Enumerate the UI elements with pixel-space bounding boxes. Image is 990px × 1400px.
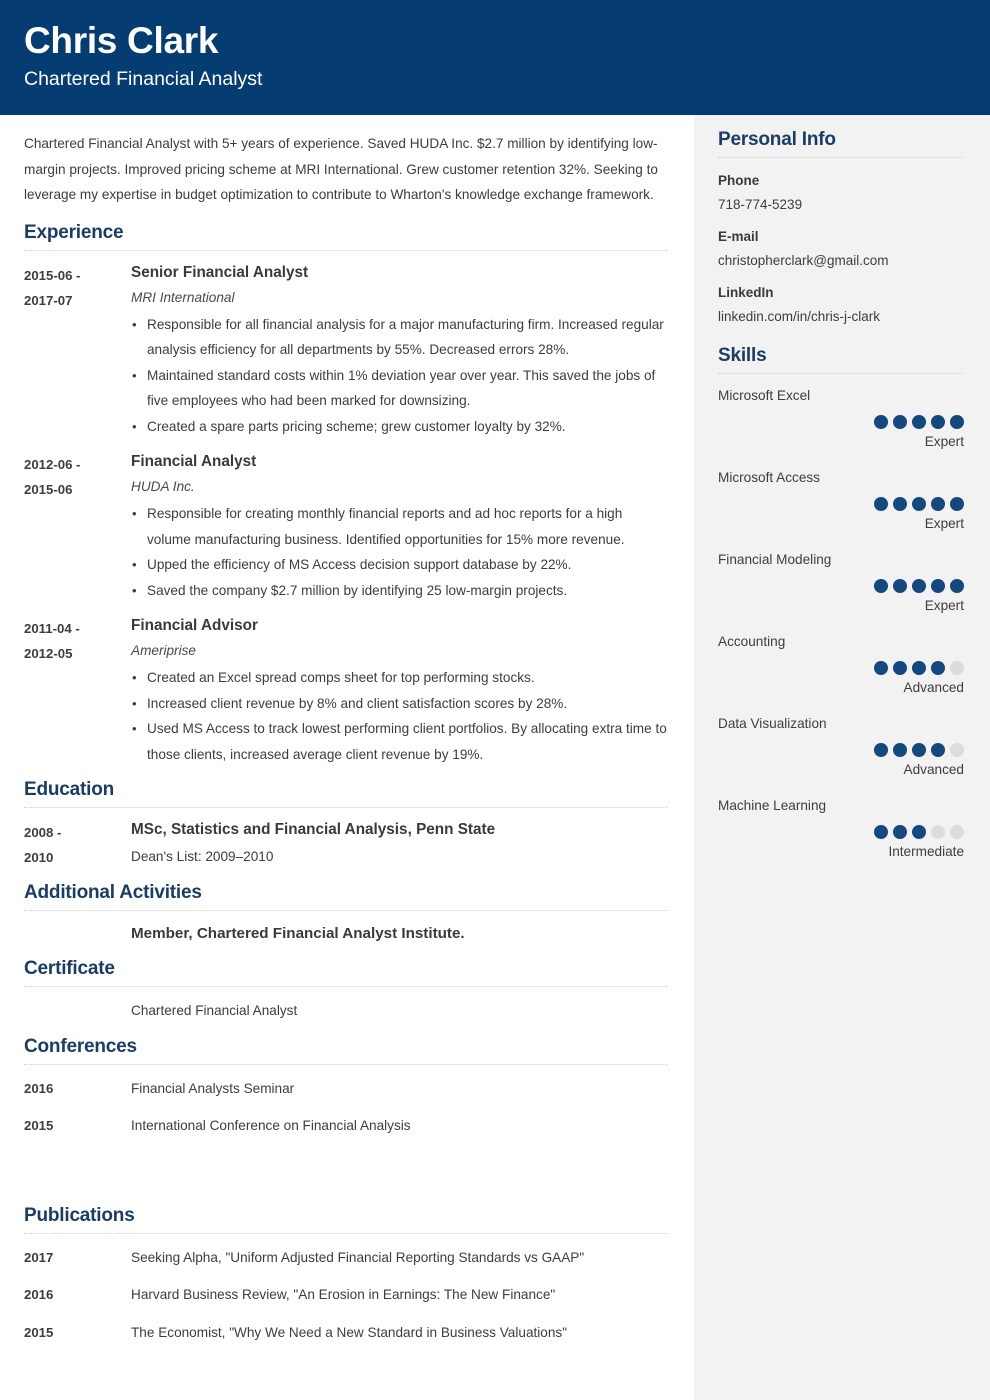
entry-date: 2015	[24, 1118, 54, 1133]
section-additional-activities	[24, 882, 668, 946]
entry-date-to: 2010	[24, 850, 54, 865]
entry-body	[131, 1320, 668, 1346]
experience-entry	[24, 615, 668, 767]
professional-summary: Chartered Financial Analyst with 5+ years of experience. Saved HUDA Inc. $2.7 million by identifying low-margin projects. Improved pricing scheme at MRI International. Grew customer retention 32%. Seeking to leverage my expertise in budget optimization to contribute to Wharton's knowledge exchange framework.	[24, 136, 658, 202]
skill-item	[718, 549, 964, 616]
rating-dot-filled	[874, 579, 888, 593]
rating-dot-filled	[931, 497, 945, 511]
section-heading-publications: Publications	[24, 1204, 135, 1226]
skill-item	[718, 795, 964, 862]
rating-dot-filled	[931, 661, 945, 675]
section-heading-education: Education	[24, 779, 115, 800]
section-heading-experience: Experience	[24, 221, 124, 243]
candidate-name: Chris Clark	[24, 20, 219, 61]
entry-bullet: • Increased client revenue by 8% and client satisfaction scores by 28%.	[131, 691, 668, 717]
sidebar-heading-skills: Skills	[718, 345, 767, 366]
certificate-entry	[24, 998, 668, 1024]
entry-date	[24, 998, 131, 1024]
entry-date: 2015	[24, 1324, 54, 1340]
entry-bullet: • Responsible for creating monthly financial reports and ad hoc reports for a high volume manufacturing business. Identified opportunities for 15% more revenue.	[131, 501, 668, 552]
rating-dot-filled	[874, 497, 888, 511]
rating-dot-empty	[950, 825, 964, 839]
rating-dot-filled	[912, 497, 926, 511]
personal-info-label-phone: Phone	[718, 173, 760, 188]
entry-bullet: • Maintained standard costs within 1% deviation year over year. This saved the jobs of five employees who had been marked for downsizing.	[131, 363, 668, 414]
section-divider	[24, 986, 668, 987]
personal-info-value-phone[interactable]: 718-774-5239	[718, 197, 803, 212]
skill-name: Data Visualization	[718, 716, 827, 731]
section-divider	[24, 910, 668, 911]
sidebar	[694, 115, 990, 1400]
publication-entry	[24, 1320, 668, 1346]
skill-name: Accounting	[718, 634, 786, 649]
entry-bullet-list	[131, 665, 668, 767]
skill-rating-dots	[718, 497, 964, 511]
entry-date-to: 2012-05	[24, 646, 73, 661]
skill-level-label: Advanced	[903, 762, 964, 777]
entry-date-from: 2012-06 -	[24, 457, 81, 472]
education-detail: Dean's List: 2009–2010	[131, 849, 274, 864]
entry-bullet: • Created a spare parts pricing scheme; grew customer loyalty by 32%.	[131, 414, 668, 440]
skill-level-label: Expert	[924, 516, 964, 531]
personal-info-label-linkedin: LinkedIn	[718, 285, 774, 300]
entry-role: Financial Analyst	[131, 453, 257, 470]
rating-dot-filled	[931, 415, 945, 429]
education-degree: MSc, Statistics and Financial Analysis, Penn State	[131, 821, 496, 838]
section-experience	[24, 222, 668, 768]
entry-date-range	[24, 615, 131, 767]
entry-body	[131, 1282, 668, 1308]
entry-bullet-list	[131, 501, 668, 603]
entry-bullet: • Saved the company $2.7 million by identifying 25 low-margin projects.	[131, 578, 668, 604]
skill-name: Microsoft Excel	[718, 388, 811, 403]
entry-date-range	[24, 262, 131, 440]
skill-rating-dots	[718, 825, 964, 839]
sidebar-heading-personal-info: Personal Info	[718, 129, 836, 150]
sidebar-section-personal-info	[718, 129, 964, 329]
entry-date-range	[24, 451, 131, 603]
entry-bullet: • Used MS Access to track lowest performing client portfolios. By allocating extra time to those clients, increased average client revenue by 19%.	[131, 716, 668, 767]
skill-name: Microsoft Access	[718, 470, 820, 485]
entry-bullet: • Responsible for all financial analysis for a major manufacturing firm. Increased regular analysis efficiency for all departments by 55%. Decreased errors 28%.	[131, 312, 668, 363]
conference-text: Financial Analysts Seminar	[131, 1080, 295, 1096]
entry-date-range	[24, 819, 131, 870]
entry-body	[131, 451, 668, 603]
section-divider	[24, 1233, 668, 1234]
entry-body	[131, 998, 668, 1024]
section-heading-certificate: Certificate	[24, 958, 115, 979]
rating-dot-filled	[931, 743, 945, 757]
skill-rating-dots	[718, 415, 964, 429]
entry-body	[131, 819, 668, 870]
rating-dot-filled	[931, 579, 945, 593]
rating-dot-filled	[893, 415, 907, 429]
entry-date: 2016	[24, 1080, 54, 1096]
entry-body	[131, 1113, 668, 1139]
rating-dot-filled	[893, 497, 907, 511]
skill-level-label: Expert	[924, 434, 964, 449]
section-heading-additional-activities: Additional Activities	[24, 882, 202, 903]
entry-bullet-list	[131, 312, 668, 440]
entry-date: 2017	[24, 1249, 54, 1265]
rating-dot-filled	[950, 579, 964, 593]
main-column	[0, 115, 694, 1357]
skill-level-label: Intermediate	[888, 844, 964, 859]
conference-text: International Conference on Financial Analysis	[131, 1118, 411, 1133]
rating-dot-filled	[893, 825, 907, 839]
rating-dot-filled	[893, 743, 907, 757]
section-publications	[24, 1205, 668, 1346]
rating-dot-empty	[950, 743, 964, 757]
entry-body	[131, 1076, 668, 1102]
skill-item	[718, 467, 964, 534]
rating-dot-filled	[874, 661, 888, 675]
rating-dot-filled	[912, 743, 926, 757]
resume-header	[0, 0, 990, 115]
rating-dot-filled	[912, 415, 926, 429]
publication-entry	[24, 1245, 668, 1271]
skill-rating-dots	[718, 743, 964, 757]
entry-date-from: 2008 -	[24, 825, 62, 840]
skill-item	[718, 631, 964, 698]
sidebar-divider	[718, 157, 964, 158]
section-certificate	[24, 958, 668, 1024]
entry-date-to: 2017-07	[24, 292, 73, 308]
section-divider	[24, 1064, 668, 1065]
skill-rating-dots	[718, 579, 964, 593]
personal-info-value-email[interactable]: christopherclark@gmail.com	[718, 253, 889, 268]
section-conferences	[24, 1036, 668, 1139]
entry-role: Financial Advisor	[131, 617, 258, 634]
entry-bullet: • Upped the efficiency of MS Access decision support database by 22%.	[131, 552, 668, 578]
sidebar-section-skills	[718, 345, 964, 862]
entry-company: MRI International	[131, 289, 235, 305]
activity-entry	[24, 922, 668, 946]
skill-item	[718, 385, 964, 452]
publication-text: Seeking Alpha, "Uniform Adjusted Financial Reporting Standards vs GAAP"	[131, 1249, 585, 1265]
section-spacer	[24, 1151, 668, 1197]
entry-company: HUDA Inc.	[131, 479, 195, 494]
entry-body	[131, 262, 668, 440]
entry-body	[131, 922, 668, 946]
rating-dot-filled	[874, 743, 888, 757]
publication-text: Harvard Business Review, "An Erosion in Earnings: The New Finance"	[131, 1287, 556, 1302]
experience-entry	[24, 451, 668, 603]
rating-dot-filled	[912, 661, 926, 675]
candidate-job-title: Chartered Financial Analyst	[24, 68, 263, 90]
section-heading-conferences: Conferences	[24, 1035, 137, 1057]
rating-dot-empty	[950, 661, 964, 675]
conference-entry	[24, 1113, 668, 1139]
entry-bullet: • Created an Excel spread comps sheet for top performing stocks.	[131, 665, 668, 691]
section-divider	[24, 807, 668, 808]
experience-entry	[24, 262, 668, 440]
skill-name: Machine Learning	[718, 798, 827, 813]
rating-dot-filled	[893, 661, 907, 675]
education-entry	[24, 819, 668, 870]
rating-dot-filled	[912, 579, 926, 593]
certificate-text: Chartered Financial Analyst	[131, 1003, 298, 1018]
skill-name: Financial Modeling	[718, 552, 832, 567]
entry-body	[131, 1245, 668, 1271]
section-divider	[24, 250, 668, 251]
publication-entry	[24, 1282, 668, 1308]
skill-level-label: Expert	[924, 598, 964, 613]
personal-info-label-email: E-mail	[718, 229, 759, 244]
publication-text: The Economist, "Why We Need a New Standard in Business Valuations"	[131, 1324, 568, 1340]
entry-role: Senior Financial Analyst	[131, 263, 309, 281]
entry-date-to: 2015-06	[24, 482, 73, 497]
rating-dot-filled	[950, 415, 964, 429]
entry-date-from: 2015-06 -	[24, 267, 81, 283]
section-education	[24, 779, 668, 870]
entry-body	[131, 615, 668, 767]
personal-info-value-linkedin[interactable]: linkedin.com/in/chris-j-clark	[718, 309, 881, 324]
entry-company: Ameriprise	[131, 643, 196, 658]
rating-dot-filled	[874, 415, 888, 429]
rating-dot-filled	[950, 497, 964, 511]
rating-dot-filled	[912, 825, 926, 839]
skill-item	[718, 713, 964, 780]
entry-date-from: 2011-04 -	[24, 621, 80, 636]
skill-level-label: Advanced	[903, 680, 964, 695]
rating-dot-filled	[874, 825, 888, 839]
conference-entry	[24, 1076, 668, 1102]
skill-rating-dots	[718, 661, 964, 675]
rating-dot-empty	[931, 825, 945, 839]
rating-dot-filled	[893, 579, 907, 593]
entry-date	[24, 922, 131, 946]
sidebar-divider	[718, 373, 964, 374]
entry-date: 2016	[24, 1287, 54, 1302]
activity-text: Member, Chartered Financial Analyst Institute.	[131, 925, 465, 942]
